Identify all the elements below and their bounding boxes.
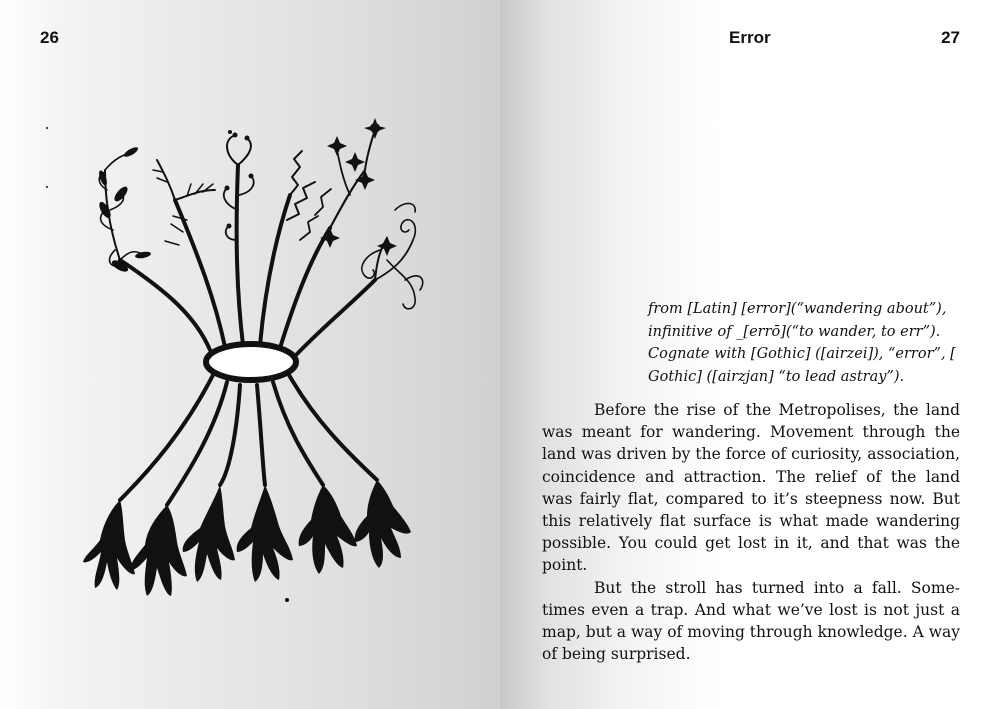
stray-mark (46, 186, 48, 188)
etymology-line: Gothic] ([airzjan] “to lead astray”). (648, 368, 905, 385)
right-page (500, 0, 1000, 709)
etymology-line: infinitive of _[errō](“to wander, to err”). (648, 323, 941, 340)
etymology-line: from [Latin] [error](“wandering about”), (648, 301, 947, 317)
tree-root-illustration (75, 100, 425, 605)
paragraph: Before the rise of the Metropolises, the land was meant for wandering. Movement through the land was driven by the force of curiosity, association, coincidence and attraction. The relief of the land was fairly flat, compared to it’s steepness now. But this relatively flat surface is what made wandering possible. You could get lost in it, and that was the point. (542, 401, 960, 575)
body-text (542, 399, 960, 665)
stray-mark (46, 127, 48, 129)
paragraph: But the stroll has turned into a fall. Sometimes even a trap. And what we’ve lost is not just a map, but a way of moving through knowledge. A way of being surprised. (542, 578, 960, 664)
running-head-title: Error (729, 28, 771, 47)
etymology-line: Cognate with [Gothic] ([airzei]), “error”, [ (648, 346, 956, 362)
page-number-left: 26 (40, 28, 59, 47)
page-number-right: 27 (941, 28, 960, 47)
etymology-block (648, 298, 978, 388)
